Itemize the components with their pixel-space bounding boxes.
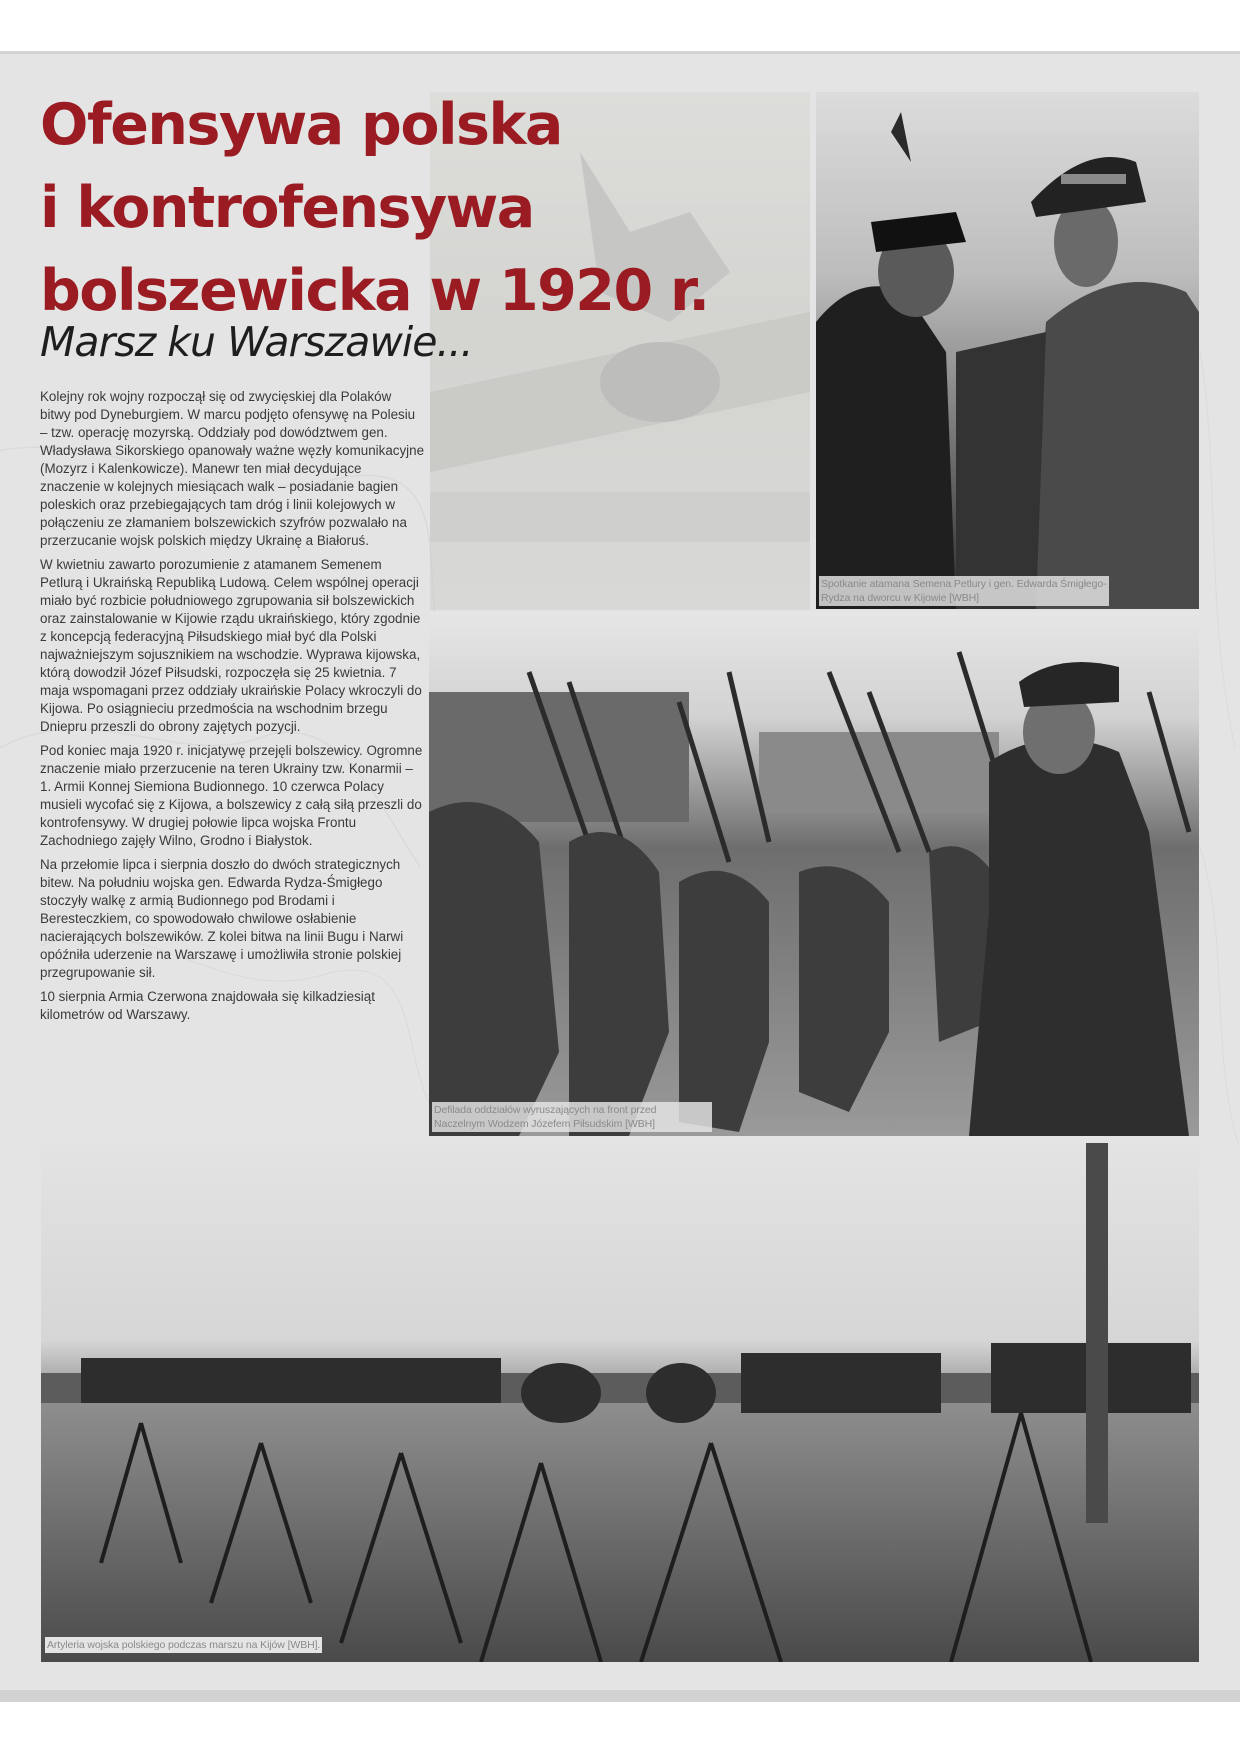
paragraph: W kwietniu zawarto porozumienie z atamanem Semenem Petlurą i Ukraińską Republiką Ludową. Celem wspólnej operacji miało być rozbicie południowego zgrupowania sił bolszewickich oraz zainstalowanie w Kijowie rządu ukraińskiego, który zgodnie z koncepcją federacyjną Piłsudskiego miał być dla Polski najważniejszym sojusznikiem na wschodzie. Wyprawa kijowska, którą dowodził Józef Piłsudski, rozpoczęła się 25 kwietnia. 7 maja wspomagani przez oddziały ukraińskie Polacy wkroczyli do Kijowa. Po osiągnieciu przedmościa na wschodnim brzegu Dniepru przeszli do obrony zajętych pozycji. <box>40 557 422 734</box>
photo-parade <box>429 612 1199 1136</box>
photo-artillery <box>41 1143 1199 1662</box>
page-title <box>40 84 780 333</box>
caption-parade: Defilada oddziałów wyruszających na front przed Naczelnym Wodzem Józefem Piłsudskim [WBH] <box>432 1102 712 1132</box>
title-line-2: i kontrofensywa <box>40 175 534 241</box>
paragraph: Kolejny rok wojny rozpoczął się od zwycięskiej dla Polaków bitwy pod Dyneburgiem. W marcu podjęto ofensywę na Polesiu – tzw. operację mozyrską. Oddziały pod dowództwem gen. Władysława Sikorskiego opanowały ważne węzły komunikacyjne (Mozyrz i Kalenkowicze). Manewr ten miał decydujące znaczenie w kolejnych miesiącach walk – posiadanie bagien poleskich oraz przebiegających tam dróg i linii kolejowych w połączeniu ze złamaniem bolszewickich szyfrów pozwalało na przerzucanie wojsk polskich między Ukrainę a Białoruś. <box>40 389 425 548</box>
paragraph: Pod koniec maja 1920 r. inicjatywę przejęli bolszewicy. Ogromne znaczenie miało przerzucenie na teren Ukrainy tzw. Konarmii – 1. Armii Konnej Siemiona Budionnego. 10 czerwca Polacy musieli wycofać się z Kijowa, a bolszewicy z całą siłą przeszli do kontrofensywy. W drugiej połowie lipca wojska Frontu Zachodniego zajęły Wilno, Grodno i Białystok. <box>40 743 423 848</box>
subtitle: Marsz ku Warszawie... <box>40 318 473 366</box>
paragraph: 10 sierpnia Armia Czerwona znajdowała się kilkadziesiąt kilometrów od Warszawy. <box>40 989 375 1022</box>
title-line-3: bolszewicka w 1920 r. <box>40 258 709 324</box>
article-body <box>40 388 425 1030</box>
photo-petlura-meeting <box>816 92 1199 609</box>
caption-artillery: Artyleria wojska polskiego podczas marszu na Kijów [WBH]. <box>47 1639 321 1651</box>
title-line-1: Ofensywa polska <box>40 92 562 158</box>
paragraph: Na przełomie lipca i sierpnia doszło do dwóch strategicznych bitew. Na południu wojska gen. Edwarda Rydza-Śmigłego stoczyły walkę z armią Budionnego pod Brodami i Beresteczkiem, co spowodowało chwilowe osłabienie nacierających bolszewików. Z kolei bitwa na linii Bugu i Narwi opóźniła uderzenie na Warszawę i umożliwiła stronie polskiej przegrupowanie sił. <box>40 857 404 980</box>
caption-petlura-meeting: Spotkanie atamana Semena Petlury i gen. Edwarda Śmigłego-Rydza na dworcu w Kijowie [WBH] <box>819 576 1109 606</box>
